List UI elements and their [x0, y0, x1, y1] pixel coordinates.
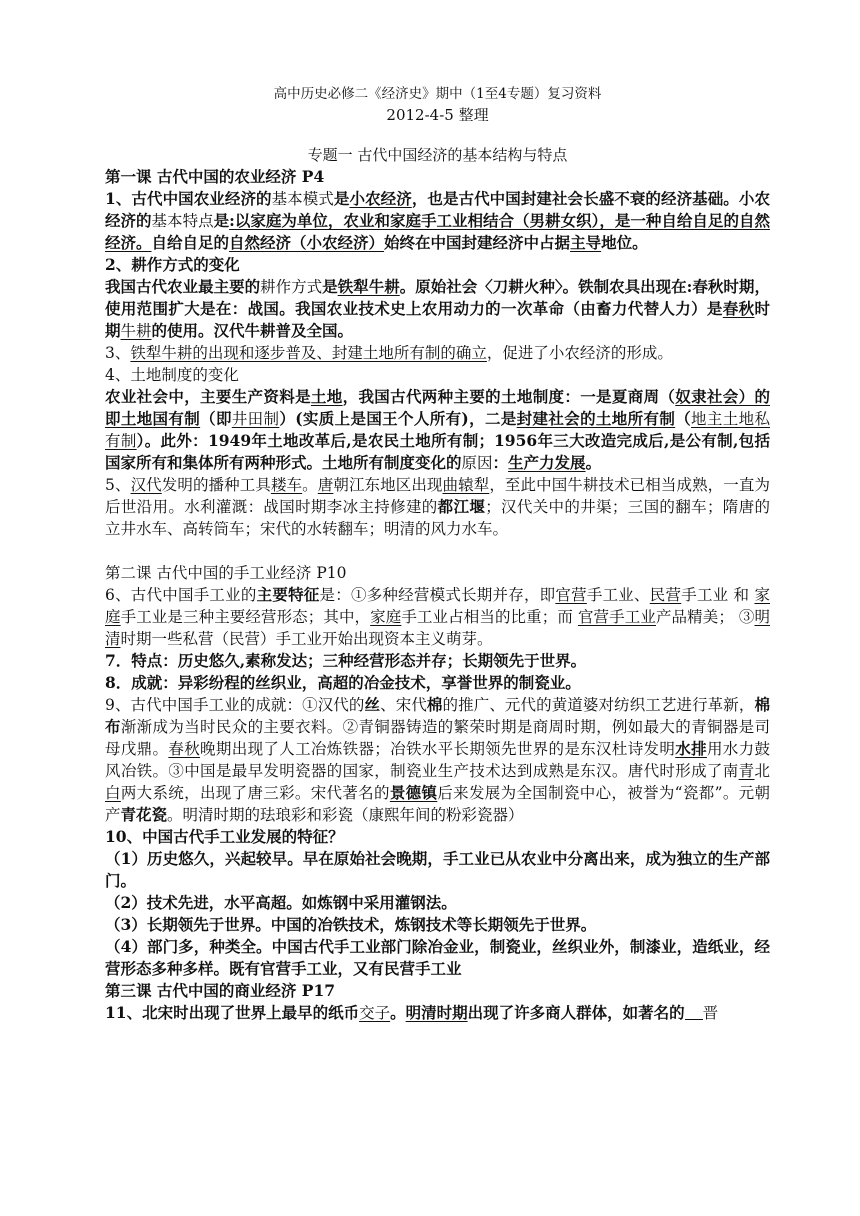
key-term: 都江堰: [437, 497, 486, 516]
fill-blank: 家庭: [370, 608, 402, 626]
text-run: ，促进了小农经济的形成。: [486, 344, 673, 362]
text-run: 5、: [105, 476, 131, 494]
text-run: 手工业 和: [681, 586, 755, 604]
text-run: 9、古代中国手工业的成就：①汉代的: [105, 696, 365, 714]
key-term: 青: [738, 762, 755, 780]
text-run: 。: [302, 476, 318, 494]
text-run: 3、: [105, 344, 131, 362]
key-term: 地主土地私有制: [105, 410, 770, 450]
key-term: 曲辕犁: [442, 476, 490, 494]
key-term: 井田制: [231, 410, 280, 428]
topic-title: 专题一 古代中国经济的基本结构与特点: [307, 146, 568, 164]
lesson-heading-2: 第二课 古代中国的手工业经济 P10: [105, 564, 347, 582]
paragraph-1: [105, 188, 770, 254]
text-run: 是：①多种经营模式长期并存，即: [319, 586, 556, 604]
fill-blank: 民营: [649, 586, 682, 604]
text-run: 是: [213, 211, 230, 230]
key-term: 土地: [310, 387, 343, 406]
text-run: 北: [754, 762, 770, 780]
text-run: （: [675, 409, 692, 428]
key-term: 棉布: [105, 695, 770, 736]
key-term: 丝: [364, 695, 381, 714]
text-run: 手工业、: [586, 586, 650, 604]
text-run: 原因: [461, 454, 493, 472]
key-term: 春秋: [722, 299, 755, 318]
text-run: 耕作方式: [260, 278, 323, 296]
key-term: 封建社会的土地所有制: [516, 409, 676, 428]
text-run: 手工业占相当的比重；而: [401, 608, 578, 626]
key-term: 汉代: [130, 476, 162, 494]
paragraph-8: 8．成就：异彩纷程的丝织业，高超的冶金技术，享誉世界的制瓷业。: [105, 673, 581, 692]
text-run: ）(实质上是国王个人所有)，二是: [279, 409, 517, 428]
document-date: 2012-4-5 整理: [386, 106, 489, 124]
key-term: 景德镇: [389, 783, 438, 802]
text-run: ，至此中国牛耕技术已相当成熟，一直为后世沿用。水利灌溉：战国时期李冰主持修建的: [105, 476, 770, 516]
text-run: 我国古代农业最主要的: [105, 277, 261, 296]
key-term: 主要特征: [256, 585, 320, 604]
key-term: :以家庭为单位，农业和家庭手工业相结合（男耕女织），是一种自给自足的自然经济。: [105, 211, 770, 252]
spacer: [105, 540, 770, 562]
paragraph-10-heading: 10、中国古代手工业发展的特征？: [105, 827, 344, 846]
text-run: 朝江东地区出现: [333, 476, 443, 494]
text-run: ，也是古代中国封建社会长盛不衰的经济基础。小农经济的: [105, 189, 770, 230]
text-run: 基本模式: [271, 190, 334, 208]
key-term: 铁犁牛耕: [337, 277, 400, 296]
text-run: 是: [333, 189, 350, 208]
text-run: 。: [390, 1003, 406, 1022]
text-run: 的推广、元代的黄道婆对纺织工艺进行革新，: [442, 696, 755, 714]
text-run: 、宋代: [380, 696, 427, 714]
key-term: 明清时期: [405, 1003, 468, 1022]
lesson-heading-3: 第三课 古代中国的商业经济 P17: [105, 981, 336, 1000]
key-term: 小农经济: [349, 189, 412, 208]
text-run: 时期: [105, 299, 770, 340]
paragraph-4-heading: 4、土地制度的变化: [105, 366, 239, 384]
text-run: ：: [492, 453, 509, 472]
key-term: 自然经济（小农经济）: [229, 233, 385, 252]
fill-blank: [685, 1003, 703, 1020]
key-term: 奴隶社会）的即土地国有制: [105, 387, 770, 428]
list-item: （1）历史悠久，兴起较早。早在原始社会晚期，手工业已从农业中分离出来，成为独立的生产部门。: [105, 849, 770, 890]
paragraph-3: [105, 342, 770, 364]
key-term: 主导: [570, 233, 602, 252]
key-term: 白: [105, 784, 121, 802]
text-run: 发明的播种工具: [161, 476, 271, 494]
key-term: 铁犁牛耕的出现和逐步普及、封建土地所有制的确立: [130, 344, 487, 362]
key-term: 水排: [675, 739, 707, 758]
text-run: 是: [322, 277, 338, 296]
key-term: 春秋: [168, 740, 201, 758]
text-run: 渐渐成为当时民众的主要衣料。②青铜器铸造的繁荣时期是商周时期，例如最大的青铜器是司母戊鼎。: [105, 718, 770, 758]
list-item: （4）部门多，种类全。中国古代手工业部门除冶金业，制瓷业，丝织业外，制漆业，造纸业，经营形态多种多样。既有官营手工业，又有民营手工业: [105, 937, 770, 978]
list-item: （3）长期领先于世界。中国的冶铁技术，炼钢技术等长期领先于世界。: [105, 915, 597, 934]
text-run: 。: [585, 453, 602, 472]
paragraph-9: [105, 694, 770, 826]
key-term: 牛耕: [120, 322, 152, 340]
text-run: 自给自足的: [151, 233, 230, 252]
text-run: 的使用。汉代牛耕普及全国。: [151, 321, 354, 340]
key-term: 唐: [317, 476, 334, 494]
paragraph-2: [105, 276, 770, 342]
text-run: 时期一些私营（民营）手工业开始出现资本主义萌芽。: [120, 630, 493, 648]
text-run: 后来发展为全国制瓷中心，被誉为“瓷都”。元朝产: [105, 784, 770, 824]
paragraph-4: [105, 386, 770, 474]
key-term: 生产力发展: [508, 453, 586, 472]
document-title: 高中历史必修二《经济史》期中（1至4专题）复习资料: [273, 86, 602, 102]
list-item: （2）技术先进，水平高超。如炼钢中采用灌钢法。: [105, 893, 457, 912]
text-run: 晋: [702, 1004, 719, 1022]
fill-blank: 官营手工业: [577, 608, 656, 626]
text-run: 11、北宋时出现了世界上最早的纸币: [105, 1003, 360, 1022]
key-term: 耧车: [270, 476, 303, 494]
text-run: ）。此外：1949年土地改革后,是农民土地所有制；1956年三大改造完成后,是公有制,包括国家所有和集体所有两种形式。土地所有制度变化的: [105, 431, 770, 472]
fill-blank: 明清: [105, 608, 770, 648]
text-run: ，我国古代两种主要的土地制度：一是夏商周（: [342, 387, 676, 406]
fill-blank: 家庭: [105, 586, 770, 626]
text-run: 出现了许多商人群体，如著名的: [467, 1003, 685, 1022]
paragraph-5: [105, 474, 770, 540]
text-run: 农业社会中，主要生产资料是: [105, 387, 311, 406]
text-run: 。明清时期的珐琅彩和彩瓷（康熙年间的粉彩瓷器）: [167, 806, 524, 824]
paragraph-7: 7．特点：历史悠久,素称发达；三种经营形态并存；长期领先于世界。: [105, 651, 587, 670]
text-run: 1、古代中国农业经济的: [105, 189, 272, 208]
text-run: 。原始社会〈刀耕火种〉。铁制农具出现在:春秋时期，使用范围扩大是在：战国。我国农业技术史上农用动力的一次革命（由畜力代替人力）是: [105, 277, 770, 318]
text-run: 地位。: [601, 233, 648, 252]
text-run: （即: [200, 409, 232, 428]
text-run: 用水力鼓风冶铁。③中国是最早发明瓷器的国家，制瓷业生产技术达到成熟是东汉。唐代时形成了南: [105, 740, 770, 780]
text-run: 两大系统，出现了唐三彩。宋代著名的: [120, 784, 390, 802]
key-term: 青花瓷: [120, 805, 168, 824]
text-run: 始终在中国封建经济中占据: [384, 233, 571, 252]
key-term: 交子: [359, 1004, 391, 1022]
text-run: 晚期出现了人工冶炼铁器；冶铁水平长期领先世界的是东汉杜诗发明: [200, 740, 676, 758]
paragraph-2-heading: 2、耕作方式的变化: [105, 255, 240, 274]
paragraph-6: [105, 584, 770, 650]
paragraph-11: [105, 1002, 770, 1024]
fill-blank: 官营: [555, 586, 587, 604]
text-run: 产品精美； ③: [655, 608, 755, 626]
text-run: ；汉代关中的井渠；三国的翻车；隋唐的立井水车、高转筒车；宋代的水转翻车；明清的风力水车。: [105, 498, 770, 538]
key-term: 棉: [426, 695, 443, 714]
text-run: 基本特点: [151, 212, 214, 230]
text-run: 手工业是三种主要经营形态；其中，: [120, 608, 371, 626]
lesson-heading-1: 第一课 古代中国的农业经济 P4: [105, 167, 325, 186]
text-run: 6、古代中国手工业的: [105, 586, 257, 604]
